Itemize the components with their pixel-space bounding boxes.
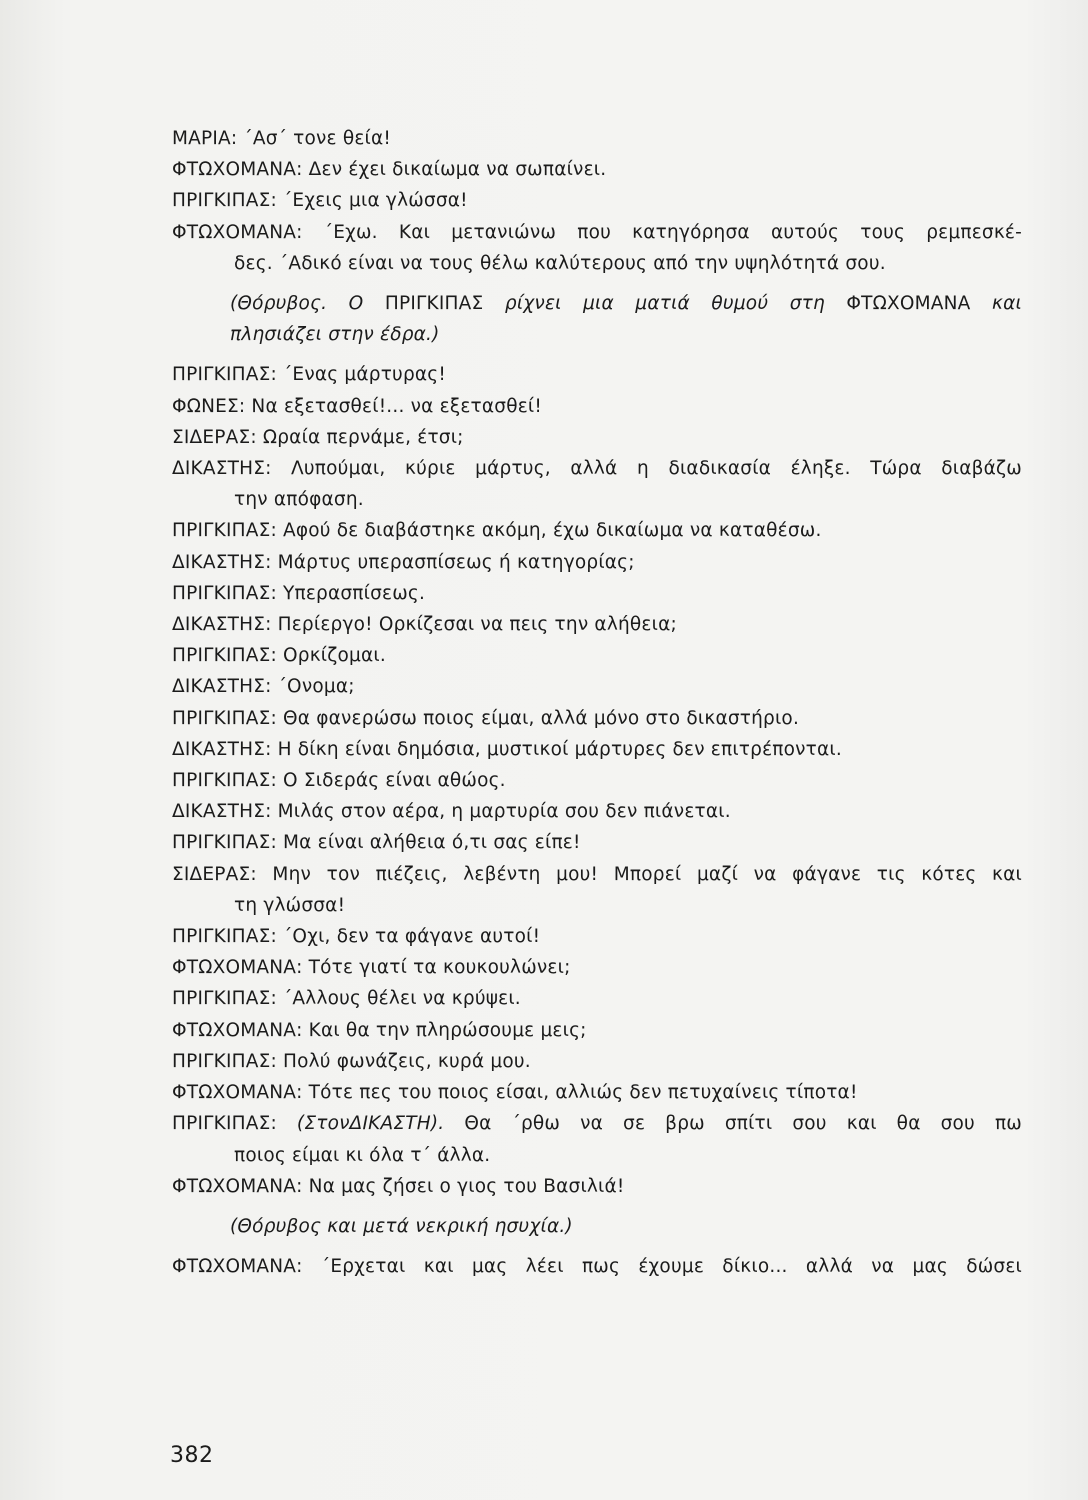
dialogue-line [172, 1108, 1022, 1139]
dialogue-line: ΠΡΙΓΚΙΠΑΣ: Πολύ φωνάζεις, κυρά μου. [172, 1050, 531, 1072]
dialogue-line: ΦΤΩΧΟΜΑΝΑ: Δεν έχει δικαίωμα να σωπαίνει. [172, 159, 607, 181]
dialogue-continuation: ποιος είμαι κι όλα τ΄ άλλα. [234, 1144, 491, 1166]
dialogue-line: ΠΡΙΓΚΙΠΑΣ: ΄Αλλους θέλει να κρύψει. [172, 988, 521, 1010]
dialogue-line: ΠΡΙΓΚΙΠΑΣ: Ορκίζομαι. [172, 645, 386, 667]
dialogue-line: ΦΤΩΧΟΜΑΝΑ: Τότε γιατί τα κουκουλώνει; [172, 957, 571, 979]
dialogue-continuation: δες. ΄Αδικό είναι να τους θέλω καλύτερους από την υψηλότητά σου. [234, 252, 886, 274]
dialogue-line: ΔΙΚΑΣΤΗΣ: Περίεργο! Ορκίζεσαι να πεις την αλήθεια; [172, 614, 677, 636]
dialogue-line: ΠΡΙΓΚΙΠΑΣ: Ο Σιδεράς είναι αθώος. [172, 770, 506, 792]
dialogue-line: ΦΤΩΧΟΜΑΝΑ: Και θα την πληρώσουμε μεις; [172, 1019, 587, 1041]
dialogue-line: ΔΙΚΑΣΤΗΣ: Λυπούμαι, κύριε μάρτυς, αλλά η διαδικασία έληξε. Τώρα διαβάζω [172, 458, 1022, 480]
dialogue-line: ΠΡΙΓΚΙΠΑΣ: ΄Εχεις μια γλώσσα! [172, 190, 468, 212]
dialogue-line: ΔΙΚΑΣΤΗΣ: Μιλάς στον αέρα, η μαρτυρία σου δεν πιάνεται. [172, 801, 731, 823]
dialogue-line: ΠΡΙΓΚΙΠΑΣ: Θα φανερώσω ποιος είμαι, αλλά μόνο στο δικαστήριο. [172, 707, 800, 729]
dialogue-line: ΠΡΙΓΚΙΠΑΣ: Υπερασπίσεως. [172, 582, 426, 604]
dialogue-continuation: την απόφαση. [234, 489, 364, 511]
stage-direction: (Θόρυβος και μετά νεκρική ησυχία.) [230, 1215, 573, 1237]
dialogue-line: ΦΩΝΕΣ: Να εξετασθεί!... να εξετασθεί! [172, 395, 543, 417]
dialogue-line: ΣΙΔΕΡΑΣ: Μην τον πιέζεις, λεβέντη μου! Μπορεί μαζί να φάγανε τις κότες και [172, 863, 1022, 885]
dialogue-line: ΔΙΚΑΣΤΗΣ: Η δίκη είναι δημόσια, μυστικοί μάρτυρες δεν επιτρέπονται. [172, 738, 842, 760]
dialogue-line: ΦΤΩΧΟΜΑΝΑ: Να μας ζήσει ο γιος του Βασιλιά! [172, 1175, 625, 1197]
dialogue-line: ΜΑΡΙΑ: ΄Ασ΄ τονε θεία! [172, 128, 392, 149]
dialogue-line: ΦΤΩΧΟΜΑΝΑ: ΄Ερχεται και μας λέει πως έχουμε δίκιο... αλλά να μας δώσει [172, 1256, 1022, 1278]
play-dialogue [172, 123, 1022, 1282]
dialogue-line: ΦΤΩΧΟΜΑΝΑ: Τότε πες του ποιος είσαι, αλλιώς δεν πετυχαίνεις τίποτα! [172, 1082, 858, 1104]
page-number: 382 [170, 1443, 214, 1468]
dialogue-line: ΣΙΔΕΡΑΣ: Ωραία περνάμε, έτσι; [172, 426, 464, 448]
stage-direction [172, 288, 1022, 319]
dialogue-line: ΔΙΚΑΣΤΗΣ: ΄Ονομα; [172, 676, 355, 698]
dialogue-line: ΠΡΙΓΚΙΠΑΣ: ΄Ενας μάρτυρας! [172, 364, 446, 386]
stage-direction-line: (Θόρυβος. Ο ΠΡΙΓΚΙΠΑΣ ρίχνει μια ματιά θυμού στη ΦΤΩΧΟΜΑΝΑ και [230, 293, 1022, 315]
dialogue-continuation: τη γλώσσα! [234, 894, 346, 916]
dialogue-line: ΠΡΙΓΚΙΠΑΣ: ΄Οχι, δεν τα φάγανε αυτοί! [172, 926, 541, 948]
dialogue-line: ΠΡΙΓΚΙΠΑΣ: Αφού δε διαβάστηκε ακόμη, έχω δικαίωμα να καταθέσω. [172, 520, 822, 542]
dialogue-line: ΔΙΚΑΣΤΗΣ: Μάρτυς υπερασπίσεως ή κατηγορίας; [172, 551, 635, 573]
dialogue-line: ΠΡΙΓΚΙΠΑΣ: Μα είναι αλήθεια ό,τι σας είπε! [172, 832, 581, 854]
dialogue-line: ΦΤΩΧΟΜΑΝΑ: ΄Εχω. Και μετανιώνω που κατηγόρησα αυτούς τους ρεμπεσκέ- [172, 221, 1022, 243]
stage-direction: πλησιάζει στην έδρα.) [230, 324, 440, 346]
dialogue-line-mixed: ΠΡΙΓΚΙΠΑΣ: (ΣτονΔΙΚΑΣΤΗ). Θα ΄ρθω να σε βρω σπίτι σου και θα σου πω [172, 1113, 1022, 1135]
